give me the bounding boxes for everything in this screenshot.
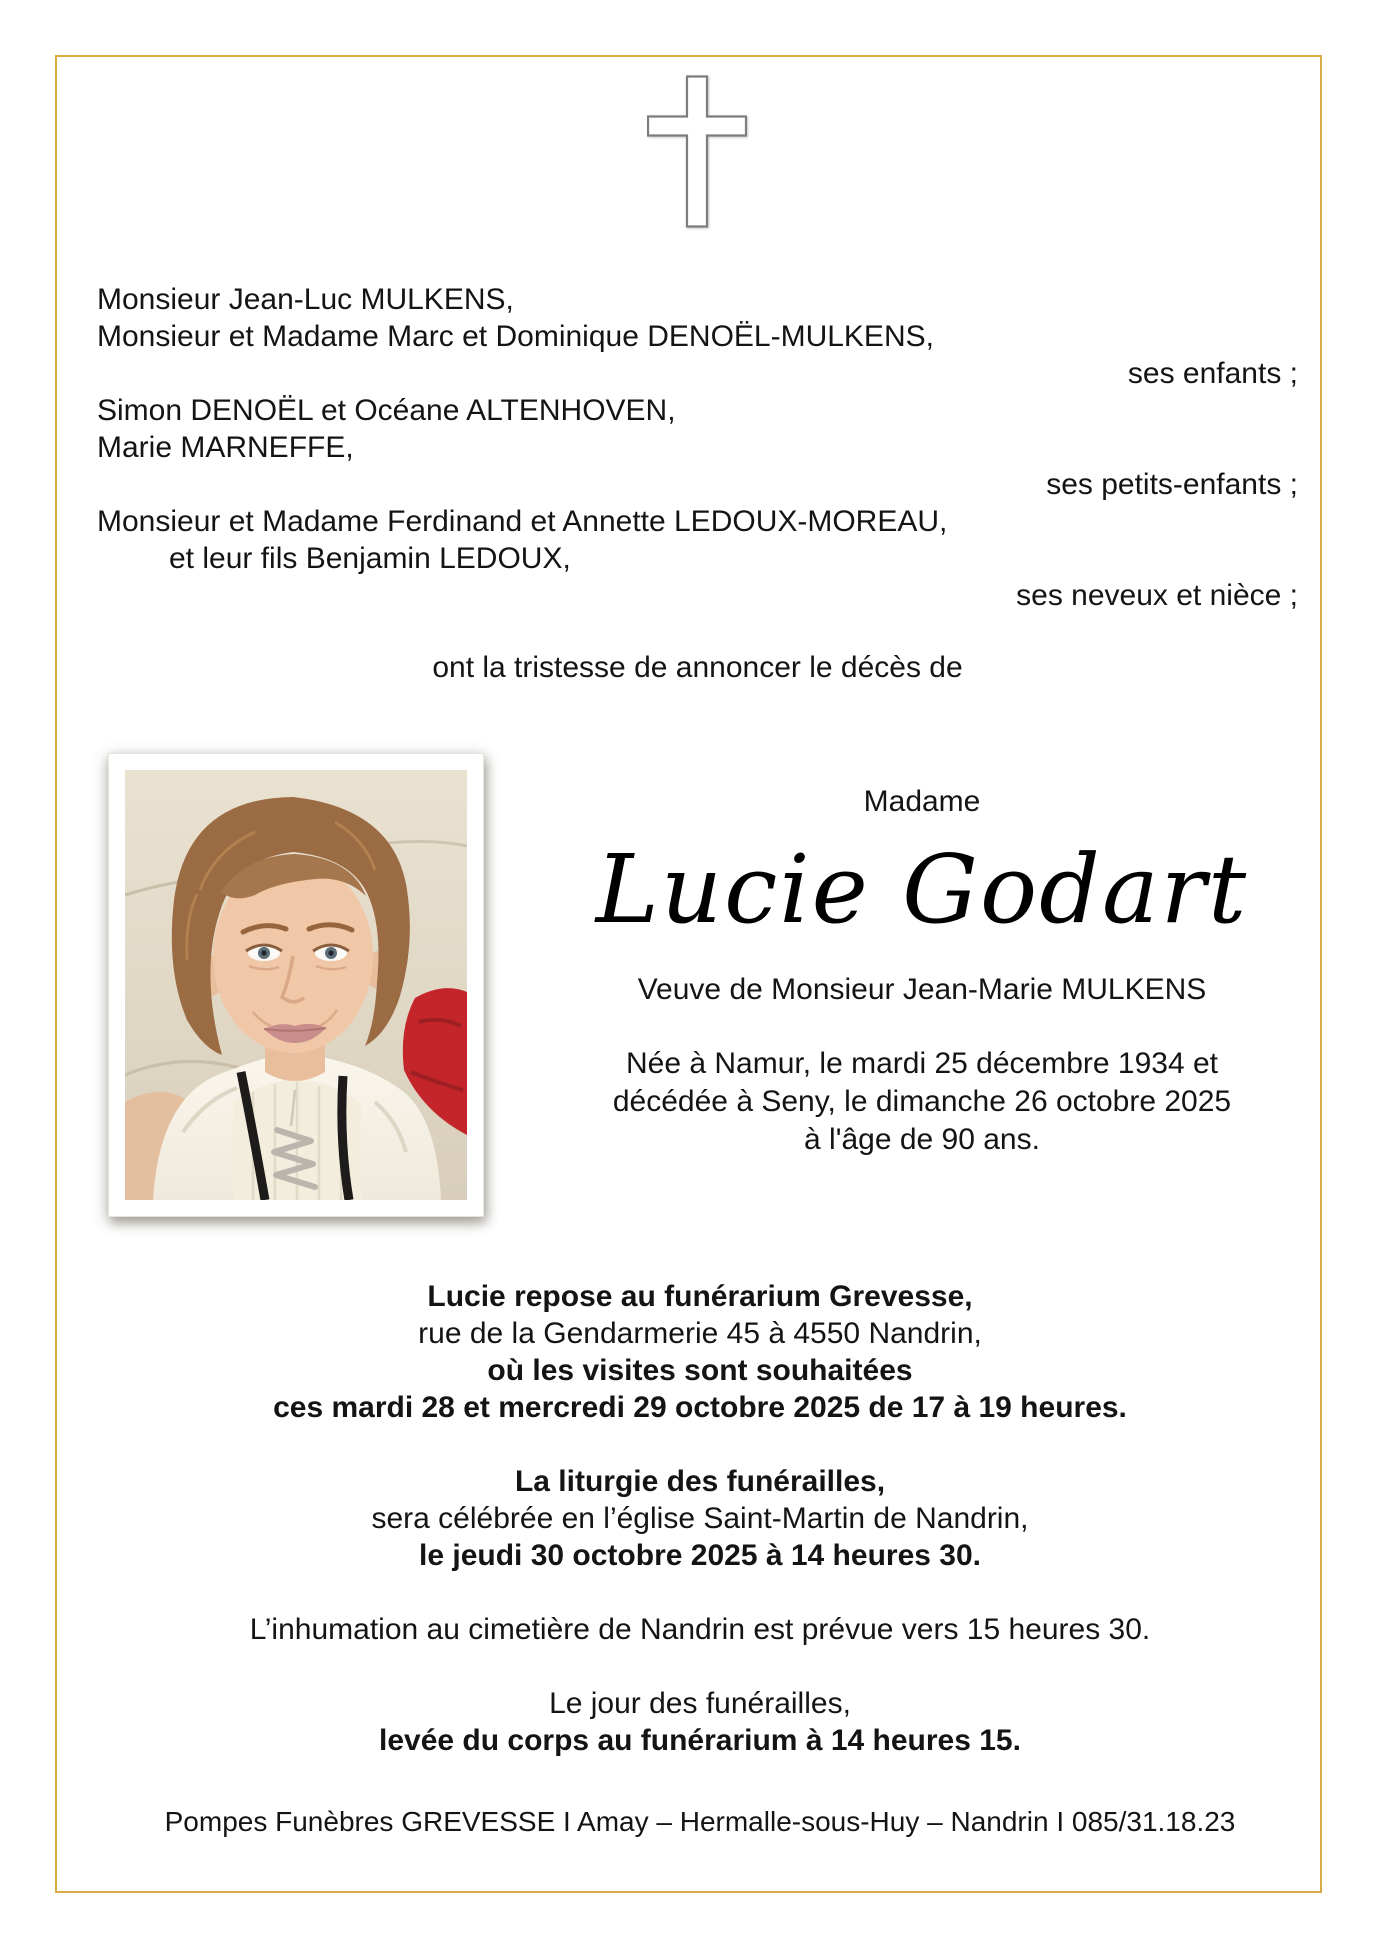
widow-line: Veuve de Monsieur Jean-Marie MULKENS <box>637 973 1207 1006</box>
family-member-line: et leur fils Benjamin LEDOUX, <box>169 542 571 575</box>
ceremony-paragraph <box>78 1611 1322 1648</box>
footer-funeral-home: Pompes Funèbres GREVESSE I Amay – Hermalle-sous-Huy – Nandrin I 085/31.18.23 <box>164 1806 1236 1837</box>
relation-label: ses enfants ; <box>1127 357 1298 390</box>
family-member-line: Marie MARNEFFE, <box>97 431 354 464</box>
life-line: décédée à Seny, le dimanche 26 octobre 2025 <box>612 1085 1232 1118</box>
ceremony-line: sera célébrée en l’église Saint-Martin de Nandrin, <box>371 1502 1029 1535</box>
ceremony-line: ces mardi 28 et mercredi 29 octobre 2025 de 17 à 19 heures. <box>273 1391 1127 1424</box>
ceremony-line: Lucie repose au funérarium Grevesse, <box>427 1280 973 1313</box>
photo-frame <box>108 753 484 1217</box>
ceremony-line: L’inhumation au cimetière de Nandrin est prévue vers 15 heures 30. <box>249 1613 1151 1646</box>
ceremony-block <box>78 1278 1322 1796</box>
ceremony-line: La liturgie des funérailles, <box>514 1465 886 1498</box>
announcement-text: ont la tristesse de annoncer le décès de <box>432 651 963 684</box>
family-member-line: Monsieur et Madame Marc et Dominique DENOËL-MULKENS, <box>97 320 934 353</box>
family-member-line: Monsieur et Madame Ferdinand et Annette LEDOUX-MOREAU, <box>97 505 948 538</box>
ceremony-line: Le jour des funérailles, <box>549 1687 851 1720</box>
family-member-line: Simon DENOËL et Océane ALTENHOVEN, <box>97 394 676 427</box>
ceremony-paragraph <box>78 1463 1322 1574</box>
relation-label: ses neveux et nièce ; <box>1016 579 1298 612</box>
ceremony-line: levée du corps au funérarium à 14 heures 15. <box>379 1724 1021 1757</box>
life-details <box>522 1045 1322 1159</box>
portrait-photo <box>125 770 467 1200</box>
ceremony-paragraph <box>78 1278 1322 1426</box>
family-list <box>97 281 1298 686</box>
cross-icon <box>647 75 747 228</box>
ceremony-line: où les visites sont souhaitées <box>487 1354 913 1387</box>
life-line: à l'âge de 90 ans. <box>804 1123 1040 1156</box>
deceased-title: Madame <box>863 785 981 818</box>
ceremony-paragraph <box>78 1685 1322 1759</box>
deceased-name: Lucie Godart <box>595 835 1249 945</box>
relation-label: ses petits-enfants ; <box>1046 468 1298 501</box>
life-line: Née à Namur, le mardi 25 décembre 1934 et <box>626 1047 1218 1080</box>
ceremony-line: rue de la Gendarmerie 45 à 4550 Nandrin, <box>418 1317 982 1350</box>
family-member-line: Monsieur Jean-Luc MULKENS, <box>97 283 514 316</box>
ceremony-line: le jeudi 30 octobre 2025 à 14 heures 30. <box>419 1539 981 1572</box>
